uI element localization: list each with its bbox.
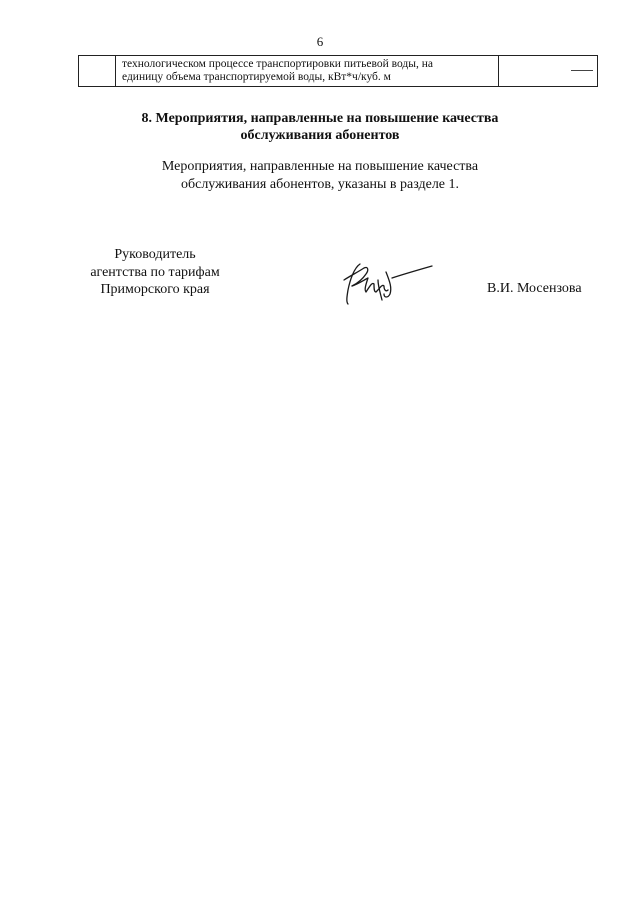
section-text-line-2: обслуживания абонентов, указаны в разделе 1. [180,177,460,192]
table-cell-value [499,56,598,87]
table-row [79,56,598,87]
page-number: 6 [316,34,324,49]
description-line-1: технологическом процессе транспортировки питьевой воды, на [122,58,434,70]
signer-position [60,246,250,299]
signer-position-line-3: Приморского края [100,282,210,297]
signer-name: В.И. Мосензова [487,281,582,296]
section-heading [0,110,640,144]
signer-position-line-2: агентства по тарифам [90,264,220,280]
section-text [0,158,640,194]
handwritten-signature-icon [338,256,434,308]
table-cell-description [116,56,499,87]
section-text-line-1: Мероприятия, направленные на повышение качества [161,159,479,174]
indicators-table-fragment [78,55,598,87]
section-heading-line-1: 8. Мероприятия, направленные на повышение качества [141,111,499,126]
table-cell-number [79,56,116,87]
description-line-2: единицу объема транспортируемой воды, кВт*ч/куб. м [122,71,391,83]
section-heading-line-2: обслуживания абонентов [240,128,400,143]
dash-mark [571,70,593,71]
signer-position-line-1: Руководитель [114,247,196,262]
